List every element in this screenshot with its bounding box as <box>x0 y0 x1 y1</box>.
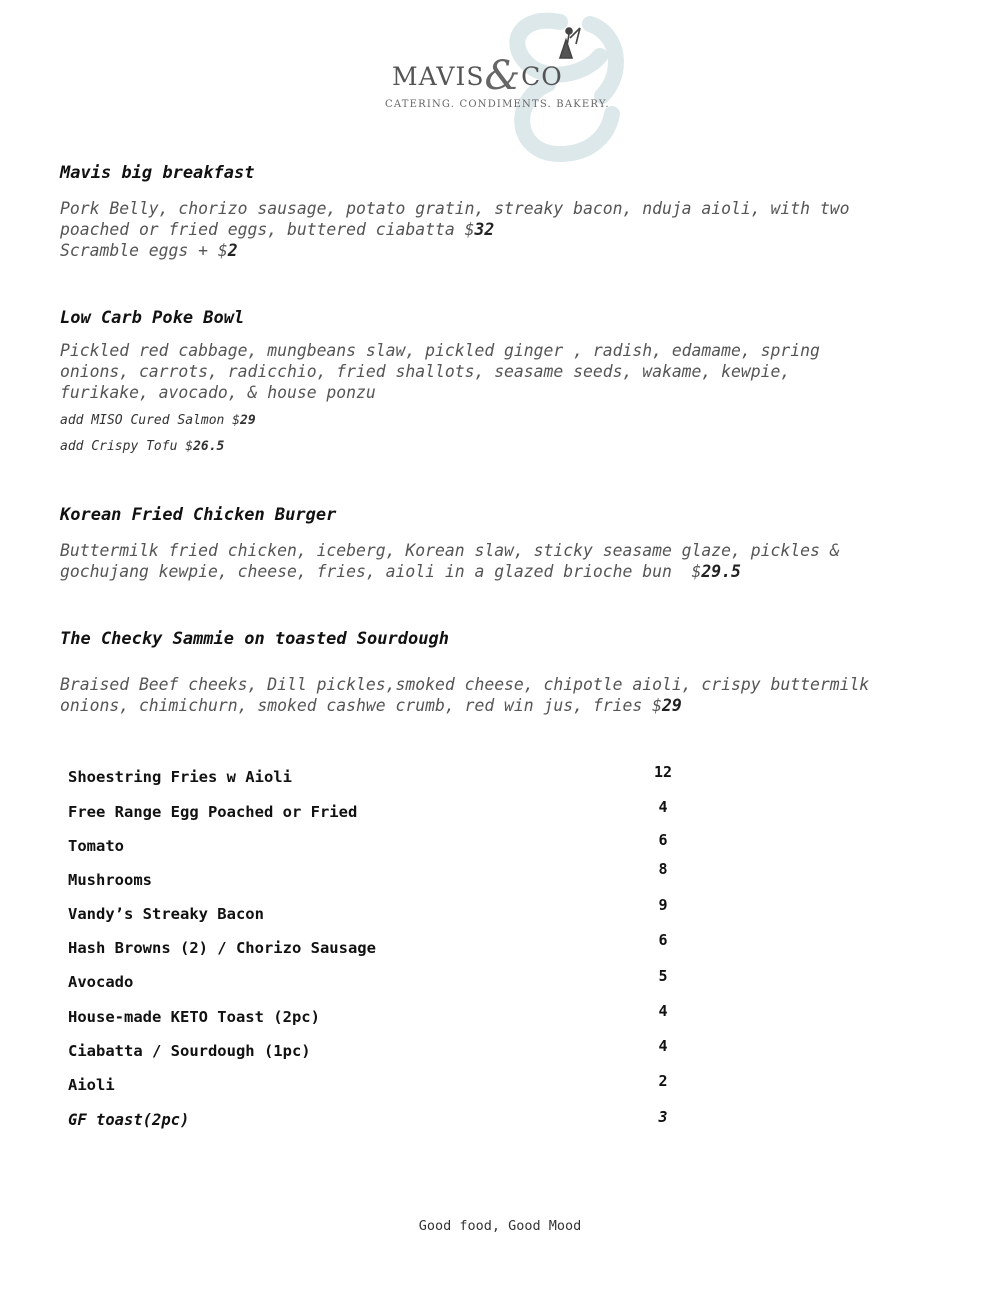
side-item-price: 4 <box>658 1002 668 1020</box>
side-item-name: GF toast(2pc) <box>68 1111 190 1129</box>
dish-description: Braised Beef cheeks, Dill pickles,smoked cheese, chipotle aioli, crispy buttermilk onions, chimichurn, smoked cashwe crumb, red win jus, fries $29 <box>60 675 870 715</box>
side-item-price: 9 <box>658 896 668 914</box>
dish-title: Low Carb Poke Bowl <box>60 308 245 328</box>
brand-co: CO <box>521 62 563 91</box>
dish-price: 29.5 <box>701 562 741 581</box>
addon-item: add MISO Cured Salmon $29 <box>60 413 256 428</box>
footer-slogan: Good food, Good Mood <box>418 1218 582 1234</box>
side-item-price: 3 <box>658 1108 668 1126</box>
addon-price: 29 <box>240 413 256 428</box>
brand-ampersand: & <box>484 53 522 99</box>
side-item-price: 12 <box>653 763 673 781</box>
side-item-name: Free Range Egg Poached or Fried <box>68 803 358 821</box>
dish-description: Pickled red cabbage, mungbeans slaw, pickled ginger , radish, edamame, spring onions, carrots, radicchio, fried shallots, seasame seeds, wakame, kewpie, furikake, avocado, & house ponzu <box>60 341 820 402</box>
dish-title: Korean Fried Chicken Burger <box>60 505 337 525</box>
side-item-price: 5 <box>658 967 668 985</box>
extra-price: 2 <box>227 241 238 260</box>
side-item-name: Aioli <box>68 1076 115 1094</box>
side-item-price: 4 <box>658 798 668 816</box>
side-item-name: Vandy’s Streaky Bacon <box>68 905 264 923</box>
side-item-price: 6 <box>658 931 668 949</box>
side-item-price: 8 <box>658 860 668 878</box>
side-item-price: 2 <box>658 1072 668 1090</box>
addon-price: 26.5 <box>193 439 225 454</box>
dish-price: 32 <box>474 220 495 239</box>
dish-title: The Checky Sammie on toasted Sourdough <box>60 629 449 649</box>
side-item-name: Tomato <box>68 837 124 855</box>
side-item-name: Avocado <box>68 973 134 991</box>
dish-description: Pork Belly, chorizo sausage, potato gratin, streaky bacon, nduja aioli, with two poached or fried eggs, buttered ciabatta $32 Scramble eggs + $2 <box>60 199 850 260</box>
side-item-name: House-made KETO Toast (2pc) <box>68 1008 320 1026</box>
side-item-name: Hash Browns (2) / Chorizo Sausage <box>68 939 376 957</box>
addon-item: add Crispy Tofu $26.5 <box>60 439 225 454</box>
brand-name: MAVIS <box>392 62 485 91</box>
dish-price: 29 <box>661 696 682 715</box>
side-item-price: 4 <box>658 1037 668 1055</box>
dish-description: Buttermilk fried chicken, iceberg, Korean slaw, sticky seasame glaze, pickles & gochujang kewpie, cheese, fries, aioli in a glazed brioche bun $29.5 <box>60 541 840 581</box>
side-item-name: Ciabatta / Sourdough (1pc) <box>68 1042 311 1060</box>
side-item-name: Shoestring Fries w Aioli <box>68 768 292 786</box>
side-item-price: 6 <box>658 831 668 849</box>
brand-logo <box>392 53 563 99</box>
side-item-name: Mushrooms <box>68 871 152 889</box>
dish-title: Mavis big breakfast <box>60 163 255 183</box>
brand-tagline: CATERING. CONDIMENTS. BAKERY. <box>385 99 610 110</box>
